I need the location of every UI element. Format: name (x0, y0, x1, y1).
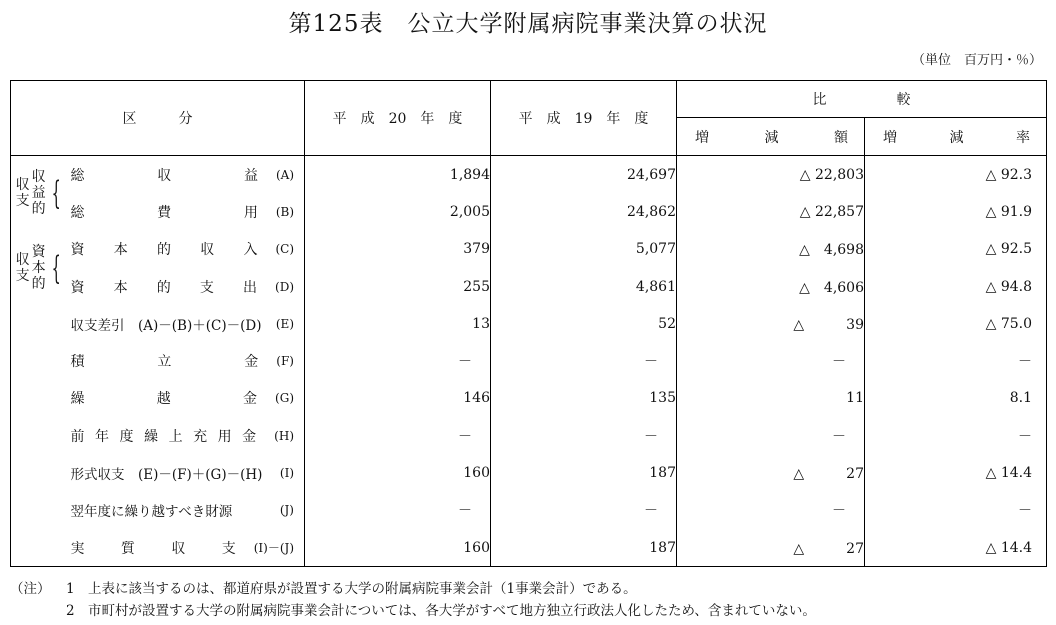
group-char: 的 (31, 201, 46, 218)
cell-diff: － (677, 492, 865, 529)
row-label-text: 収支差引 (A)－(B)＋(C)－(D) (70, 317, 262, 334)
table-row (11, 193, 1047, 230)
group-char: 収 (15, 177, 30, 194)
cell-rate: △ 14.4 (865, 529, 1047, 567)
cell-rate: △ 92.3 (865, 156, 1047, 194)
group-empty (11, 305, 71, 342)
row-label (71, 305, 305, 342)
cell-fy19: － (491, 342, 677, 379)
row-label-text: 資 本 的 収 入 (70, 242, 258, 259)
group-shueki (11, 156, 71, 231)
row-code: (G) (275, 391, 294, 406)
row-label-text: 資 本 的 支 出 (70, 279, 257, 296)
cell-fy20: 255 (305, 268, 491, 305)
cell-rate: △ 94.8 (865, 268, 1047, 305)
group-char: 的 (31, 275, 46, 292)
cell-rate: △ 14.4 (865, 454, 1047, 491)
cell-diff: 11 (677, 380, 865, 417)
row-label (71, 193, 305, 230)
brace-icon: { (51, 248, 61, 287)
note-1: （注） 1 上表に該当するのは、都道府県が設置する大学の附属病院事業会計（1事業会計）である。 (10, 581, 637, 597)
cell-fy20: － (305, 342, 491, 379)
cell-fy19: 4,861 (491, 268, 677, 305)
row-code: (D) (275, 279, 294, 294)
cell-rate: 8.1 (865, 380, 1047, 417)
group-char: 益 (31, 185, 46, 202)
table-row (11, 231, 1047, 268)
cell-rate: △ 91.9 (865, 193, 1047, 230)
row-code: (F) (276, 354, 294, 369)
group-char: 本 (31, 259, 46, 276)
cell-rate: － (865, 342, 1047, 379)
header-fy20: 平 成 20 年 度 (305, 81, 491, 156)
cell-fy20: － (305, 492, 491, 529)
cell-diff: △ 22,803 (677, 156, 865, 194)
cell-fy20: 160 (305, 529, 491, 567)
cell-fy20: 13 (305, 305, 491, 342)
notes (10, 578, 816, 622)
table-row (11, 342, 1047, 379)
cell-fy19: 187 (491, 454, 677, 491)
row-label-text: 総 費 用 (70, 204, 258, 221)
group-empty (11, 454, 71, 491)
cell-fy20: 2,005 (305, 193, 491, 230)
row-label (71, 492, 305, 529)
cell-fy19: 187 (491, 529, 677, 567)
cell-fy19: 24,862 (491, 193, 677, 230)
group-char: 収 (15, 251, 30, 268)
row-label (71, 529, 305, 567)
cell-fy20: 379 (305, 231, 491, 268)
cell-diff: △ 27 (677, 529, 865, 567)
group-empty (11, 342, 71, 379)
row-code: (B) (275, 204, 294, 219)
row-code: (C) (275, 242, 294, 257)
row-label (71, 454, 305, 491)
group-empty (11, 492, 71, 529)
unit-label: （単位 百万円・％） (911, 53, 1042, 68)
cell-diff: △ 27 (677, 454, 865, 491)
cell-fy19: － (491, 417, 677, 454)
row-label (71, 156, 305, 194)
row-code: (H) (274, 428, 294, 443)
group-char: 資 (31, 243, 46, 260)
table-title: 第125表 公立大学附属病院事業決算の状況 (288, 11, 768, 37)
cell-diff: － (677, 417, 865, 454)
cell-fy20: 160 (305, 454, 491, 491)
cell-fy19: 5,077 (491, 231, 677, 268)
cell-rate: － (865, 492, 1047, 529)
header-hikaku: 比 較 (677, 81, 1047, 118)
group-shihon (11, 231, 71, 306)
table-row (11, 529, 1047, 567)
cell-diff: △ 22,857 (677, 193, 865, 230)
cell-diff: △ 39 (677, 305, 865, 342)
row-label-text: 前 年 度 繰 上 充 用 金 (70, 428, 257, 445)
table-row (11, 492, 1047, 529)
header-fy19: 平 成 19 年 度 (491, 81, 677, 156)
row-label-text: 総 収 益 (70, 167, 258, 184)
group-char: 支 (15, 267, 30, 284)
group-char: 収 (31, 169, 46, 186)
row-code: (I) (279, 466, 294, 481)
row-label-text: 形式収支 (E)－(F)＋(G)－(H) (70, 467, 263, 484)
cell-fy19: 52 (491, 305, 677, 342)
row-code: (J) (279, 503, 294, 518)
brace-icon: { (51, 174, 61, 213)
table-row (11, 156, 1047, 194)
cell-diff: － (677, 342, 865, 379)
table-row (11, 305, 1047, 342)
table-row (11, 454, 1047, 491)
cell-fy20: － (305, 417, 491, 454)
row-label (71, 380, 305, 417)
cell-diff: △ 4,606 (677, 268, 865, 305)
row-label-text: 実 質 収 支 (70, 540, 236, 557)
group-empty (11, 380, 71, 417)
cell-diff: △ 4,698 (677, 231, 865, 268)
settlement-table (10, 80, 1047, 567)
header-zougen-gaku: 増 減 額 (677, 118, 865, 156)
group-char: 支 (15, 193, 30, 210)
cell-rate: △ 92.5 (865, 231, 1047, 268)
row-label (71, 417, 305, 454)
table-row (11, 268, 1047, 305)
row-label-text: 翌年度に繰り越すべき財源 (70, 504, 233, 521)
cell-rate: △ 75.0 (865, 305, 1047, 342)
cell-fy19: 135 (491, 380, 677, 417)
row-code: (E) (275, 316, 294, 331)
row-code: (I)－(J) (253, 541, 294, 556)
cell-fy19: 24,697 (491, 156, 677, 194)
cell-fy20: 146 (305, 380, 491, 417)
row-label (71, 268, 305, 305)
row-code: (A) (275, 167, 294, 182)
row-label (71, 342, 305, 379)
row-label-text: 繰 越 金 (70, 391, 258, 408)
header-zougen-ritsu: 増 減 率 (865, 118, 1047, 156)
note-2: 2 市町村が設置する大学の附属病院事業会計については、各大学がすべて地方独立行政法人化したため、含まれていない。 (66, 603, 816, 619)
header-kubun: 区 分 (11, 81, 305, 156)
cell-rate: － (865, 417, 1047, 454)
table-row (11, 380, 1047, 417)
group-empty (11, 529, 71, 567)
table-row (11, 417, 1047, 454)
row-label (71, 231, 305, 268)
cell-fy19: － (491, 492, 677, 529)
group-empty (11, 417, 71, 454)
row-label-text: 積 立 金 (70, 354, 259, 371)
cell-fy20: 1,894 (305, 156, 491, 194)
